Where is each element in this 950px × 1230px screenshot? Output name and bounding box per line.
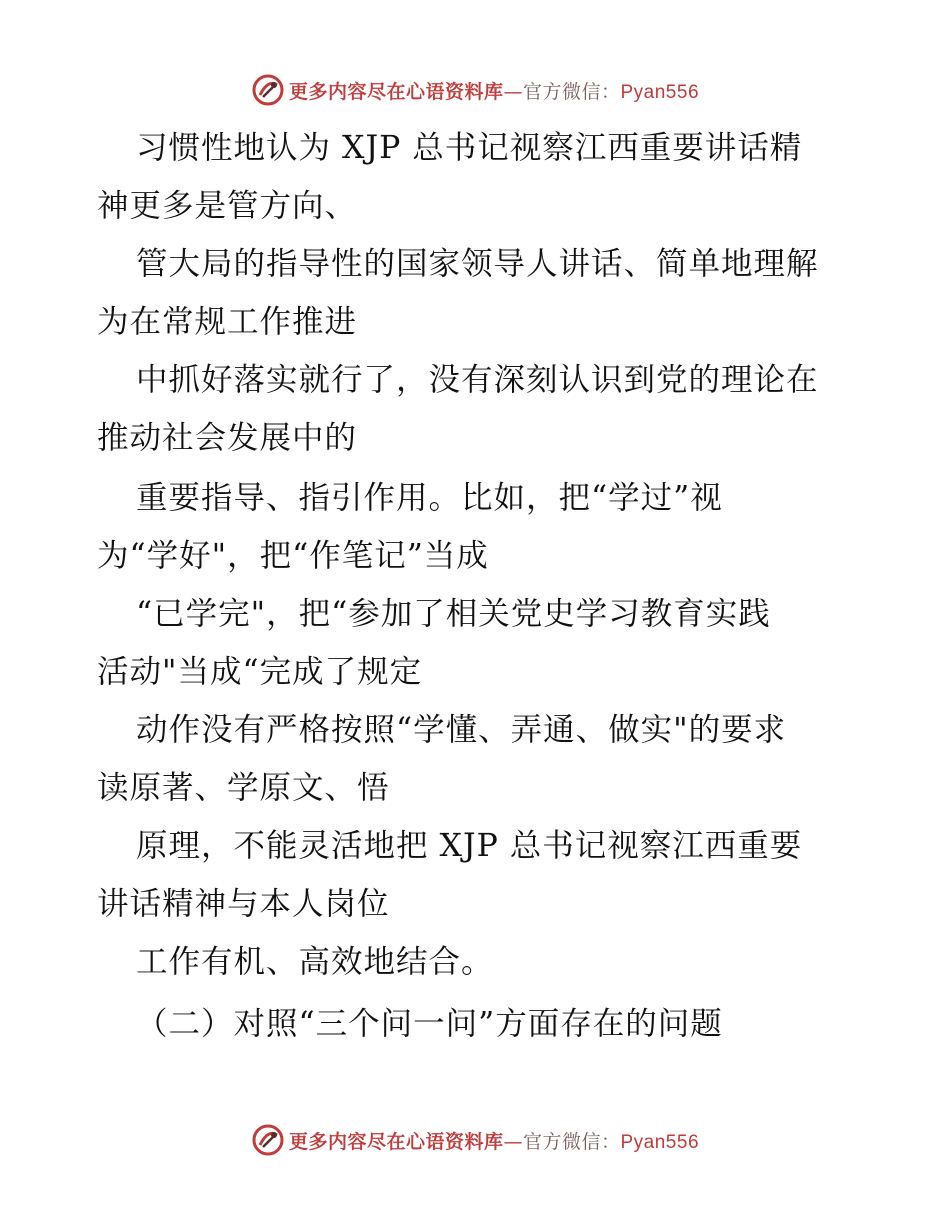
text-line: 神更多是管方向、 — [97, 188, 358, 224]
section-heading: （二）对照“三个问一问”方面存在的问题 — [136, 1006, 723, 1042]
text-line: 为“学好"，把“作笔记”当成 — [97, 538, 489, 574]
text-line: 管大局的指导性的国家领导人讲话、简单地理解 — [136, 246, 819, 282]
text-line: 推动社会发展中的 — [97, 420, 358, 456]
footer-wechat-label: 官方微信： — [522, 1130, 621, 1153]
text-line: 活动"当成“完成了规定 — [97, 654, 423, 690]
footer-watermark — [0, 1120, 950, 1160]
header-wechat-id: Pyan556 — [620, 81, 700, 103]
text-line: 工作有机、高效地结合。 — [136, 944, 494, 980]
text-line: 讲话精神与本人岗位 — [97, 886, 390, 922]
text-line: “已学完"，把“参加了相关党史学习教育实践 — [136, 596, 771, 632]
text-line: 原理，不能灵活地把 XJP 总书记视察江西重要 — [136, 828, 803, 864]
footer-brand-text: 更多内容尽在心语资料库 — [288, 1130, 504, 1153]
text-line: 动作没有严格按照“学懂、弄通、做实"的要求 — [136, 712, 787, 748]
footer-dash: — — [503, 1130, 523, 1153]
header-watermark — [0, 70, 950, 110]
footer-wechat-id: Pyan556 — [620, 1131, 700, 1153]
text-line: 习惯性地认为 XJP 总书记视察江西重要讲话精 — [136, 130, 803, 166]
header-wechat-label: 官方微信： — [522, 80, 621, 103]
header-brand-text: 更多内容尽在心语资料库 — [288, 80, 504, 103]
text-line: 读原著、学原文、悟 — [97, 770, 390, 806]
logo-seal-icon — [251, 73, 285, 107]
logo-seal-icon — [251, 1123, 285, 1157]
text-line: 为在常规工作推进 — [97, 304, 358, 340]
text-line: 中抓好落实就行了，没有深刻认识到党的理论在 — [136, 362, 819, 398]
text-line: 重要指导、指引作用。比如，把“学过”视 — [136, 480, 723, 516]
header-dash: — — [503, 80, 523, 103]
